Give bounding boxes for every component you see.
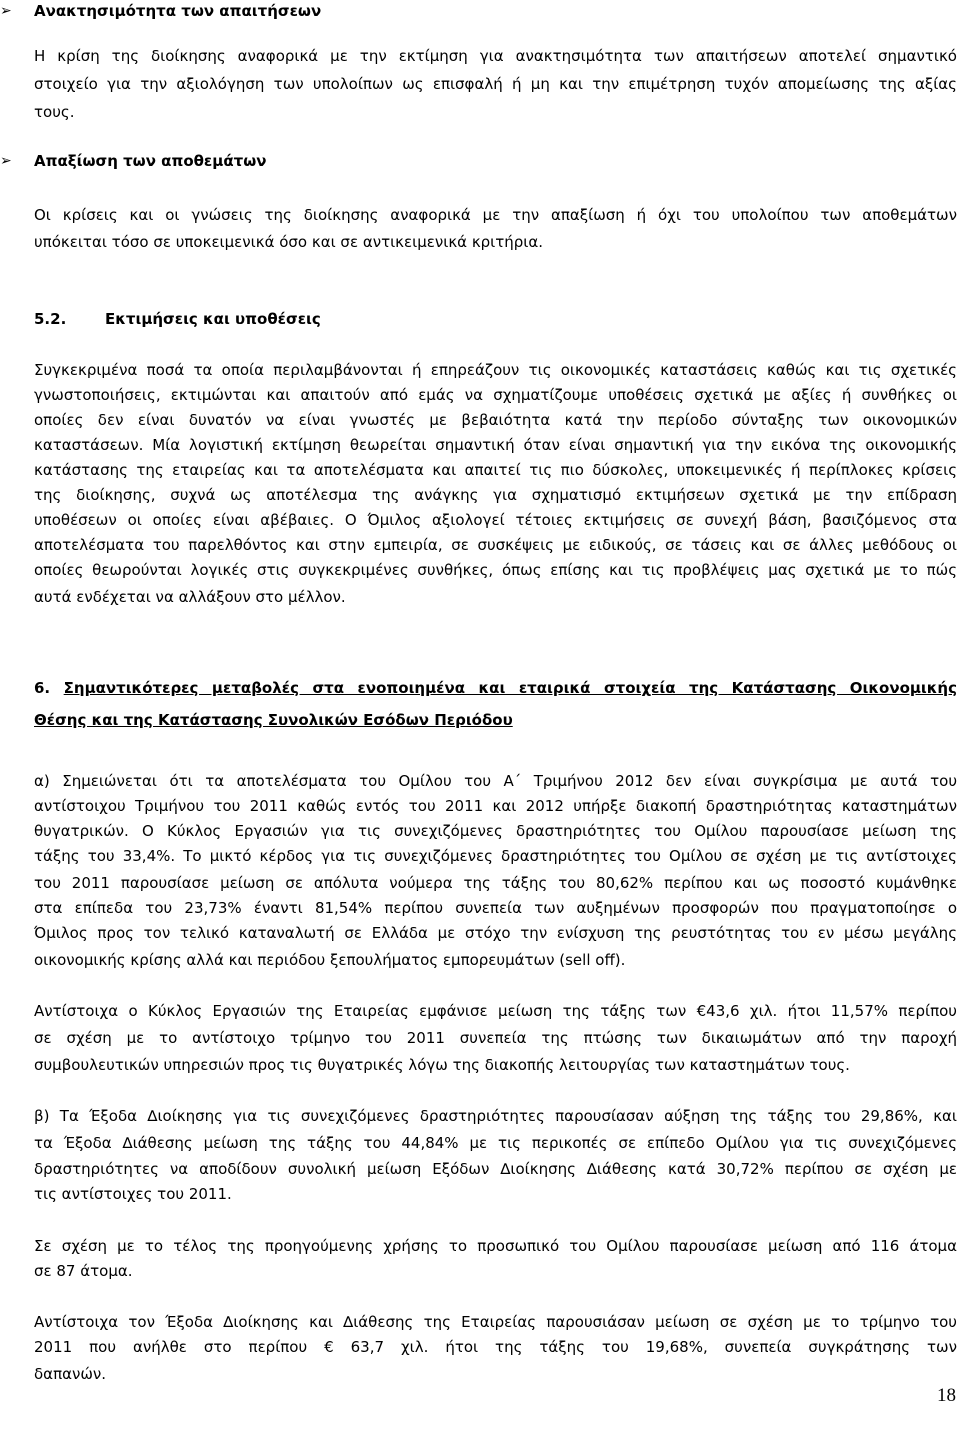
bullet-heading-text: Απαξίωση των αποθεµάτων bbox=[34, 152, 267, 170]
text-line: καταστάσεων. Μία λογιστική εκτίµηση θεωρείται σηµαντική όταν είναι σηµαντική για την εικόνα της οικονοµικής bbox=[34, 436, 957, 454]
bullet-heading-text: Ανακτησιµότητα των απαιτήσεων bbox=[34, 2, 322, 20]
text-line: 2011 που ανήλθε στο περίπου € 63,7 χιλ. ήτοι της τάξης του 19,68%, συνεπεία συγκράτησης των bbox=[34, 1338, 957, 1356]
section-heading-6 bbox=[34, 679, 957, 699]
text-line: β) Τα Έξοδα ∆ιοίκησης για τις συνεχιζόµενες δραστηριότητες παρουσίασαν αύξηση της τάξης του 29,86%, και bbox=[34, 1107, 957, 1125]
text-line: αντίστοιχου Τριµήνου του 2011 καθώς εντός του 2011 και 2012 υπήρξε διακοπή δραστηριότητας καταστηµάτων bbox=[34, 797, 957, 815]
page-number: 18 bbox=[937, 1385, 956, 1406]
section-title-continued: Θέσης και της Κατάστασης Συνολικών Εσόδων Περιόδου bbox=[34, 711, 513, 729]
arrow-bullet-icon: ➢ bbox=[0, 3, 12, 19]
text-line: τις αντίστοιχες του 2011. bbox=[34, 1185, 232, 1203]
section-number: 5.2. bbox=[34, 310, 67, 328]
text-line: Σε σχέση µε το τέλος της προηγούµενης χρήσης το προσωπικό του Οµίλου παρουσίασε µείωση από 116 άτοµα bbox=[34, 1237, 957, 1255]
text-line: κατάστασης της εταιρείας και τα αποτελέσµατα και απαιτεί τις πιο δύσκολες, υποκειµενικές ή περίπλοκες κρίσεις bbox=[34, 461, 957, 479]
text-line: Όµιλος προς τον τελικό καταναλωτή σε Ελλάδα µε στόχο την ενίσχυση της ρευστότητας του εν µέσω µεγάλης bbox=[34, 924, 957, 942]
section-title: Εκτιµήσεις και υποθέσεις bbox=[105, 310, 321, 328]
text-line: γνωστοποιήσεις, εκτιµώνται και απαιτούν από εµάς να σχηµατίζουµε υποθέσεις σχετικά µε αξίες ή συνθήκες οι bbox=[34, 386, 957, 404]
text-line: τα Έξοδα ∆ιάθεσης µείωση της τάξης του 44,84% µε τις περικοπές σε επίπεδο Οµίλου για τις συνεχιζόµενες bbox=[34, 1134, 957, 1152]
text-line: οικονοµικής κρίσης αλλά και περιόδου ξεπουλήµατος εµπορευµάτων (sell off). bbox=[34, 951, 626, 969]
text-line: τάξης του 33,4%. Το µικτό κέρδος για τις συνεχιζόµενες δραστηριότητες του Οµίλου σε σχέση µε τις αντίστοιχες bbox=[34, 847, 957, 865]
text-line: σε σχέση µε το αντίστοιχο τρίµηνο του 2011 συνεπεία της πτώσης των δικαιωµάτων από την παροχή bbox=[34, 1029, 957, 1047]
text-line: υποθέσεων οι οποίες είναι αβέβαιες. Ο Όµιλος αξιολογεί τέτοιες εκτιµήσεις σε συνεχή βάση, βασιζόµενος στα bbox=[34, 511, 957, 529]
text-line: α) Σηµειώνεται ότι τα αποτελέσµατα του Οµίλου του Α΄ Τριµήνου 2012 δεν είναι συγκρίσιµα µε αυτά του bbox=[34, 772, 957, 790]
text-line: οποίες θεωρούνται λογικές στις συγκεκριµένες συνθήκες, όπως επίσης και τις προβλέψεις µας σχετικά µε το πώς bbox=[34, 561, 957, 579]
text-line: συµβουλευτικών υπηρεσιών προς τις θυγατρικές λόγω της διακοπής λειτουργίας των καταστηµάτων τους. bbox=[34, 1056, 850, 1074]
text-line: της διοίκησης, συχνά ως αποτέλεσµα της ανάγκης για σχηµατισµό εκτιµήσεων σχετικά µε την επίδραση bbox=[34, 486, 957, 504]
text-line: Συγκεκριµένα ποσά τα οποία περιλαµβάνονται ή επηρεάζουν τις οικονοµικές καταστάσεις καθώς και τις σχετικές bbox=[34, 361, 957, 379]
text-line: Η κρίση της διοίκησης αναφορικά µε την εκτίµηση για ανακτησιµότητα των απαιτήσεων αποτελεί σηµαντικό bbox=[34, 47, 957, 65]
text-line: αποτελέσµατα του παρελθόντος και στην εµπειρία, σε συσκέψεις µε ειδικούς, σε τάσεις και σε άλλες µεθόδους οι bbox=[34, 536, 957, 554]
text-line: του 2011 παρουσίασε µείωση σε απόλυτα νούµερα της τάξης του 80,62% περίπου και ως ποσοστό κυµάνθηκε bbox=[34, 874, 957, 892]
text-line: Οι κρίσεις και οι γνώσεις της διοίκησης αναφορικά µε την απαξίωση ή όχι του υπολοίπου των αποθεµάτων bbox=[34, 206, 957, 224]
section-heading-6-line2 bbox=[34, 711, 513, 731]
text-line: οποίες δεν είναι δυνατόν να είναι γνωστές µε βεβαιότητα κατά την περίοδο σύνταξης των οικονοµικών bbox=[34, 411, 957, 429]
section-heading-5-2 bbox=[34, 310, 321, 330]
text-line: Αντίστοιχα τον Έξοδα ∆ιοίκησης και ∆ιάθεσης της Εταιρείας παρουσιάσαν µείωση σε σχέση µε το τρίµηνο του bbox=[34, 1313, 957, 1331]
text-line: σε 87 άτοµα. bbox=[34, 1262, 133, 1280]
section-number: 6. bbox=[34, 679, 51, 697]
text-line: αυτά ενδέχεται να αλλάξουν στο µέλλον. bbox=[34, 588, 346, 606]
section-title: Σηµαντικότερες µεταβολές στα ενοποιηµένα και εταιρικά στοιχεία της Κατάστασης Οικονοµικής bbox=[63, 679, 957, 697]
text-line: δαπανών. bbox=[34, 1365, 107, 1383]
text-line: στα επίπεδα του 23,73% έναντι 81,54% περίπου συνεπεία των αυξηµένων προσφορών που πραγµατοποίησε ο bbox=[34, 899, 957, 917]
text-line: δραστηριότητες να αποδίδουν συνολική µείωση Εξόδων ∆ιοίκησης ∆ιάθεσης κατά 30,72% περίπου σε σχέση µε bbox=[34, 1160, 957, 1178]
arrow-bullet-icon: ➢ bbox=[0, 153, 12, 169]
text-line: Αντίστοιχα ο Κύκλος Εργασιών της Εταιρείας εµφάνισε µείωση της τάξης των €43,6 χιλ. ήτοι 11,57% περίπου bbox=[34, 1002, 957, 1020]
text-line: τους. bbox=[34, 103, 75, 121]
text-line: υπόκειται τόσο σε υποκειµενικά όσο και σε αντικειµενικά κριτήρια. bbox=[34, 233, 544, 251]
text-line: στοιχείο για την αξιολόγηση των υπολοίπων ως επισφαλή ή µη και την επιµέτρηση τυχόν αποµείωσης της αξίας bbox=[34, 75, 957, 93]
text-line: θυγατρικών. Ο Κύκλος Εργασιών για τις συνεχιζόµενες δραστηριότητες του Οµίλου παρουσίασε µείωση της bbox=[34, 822, 957, 840]
